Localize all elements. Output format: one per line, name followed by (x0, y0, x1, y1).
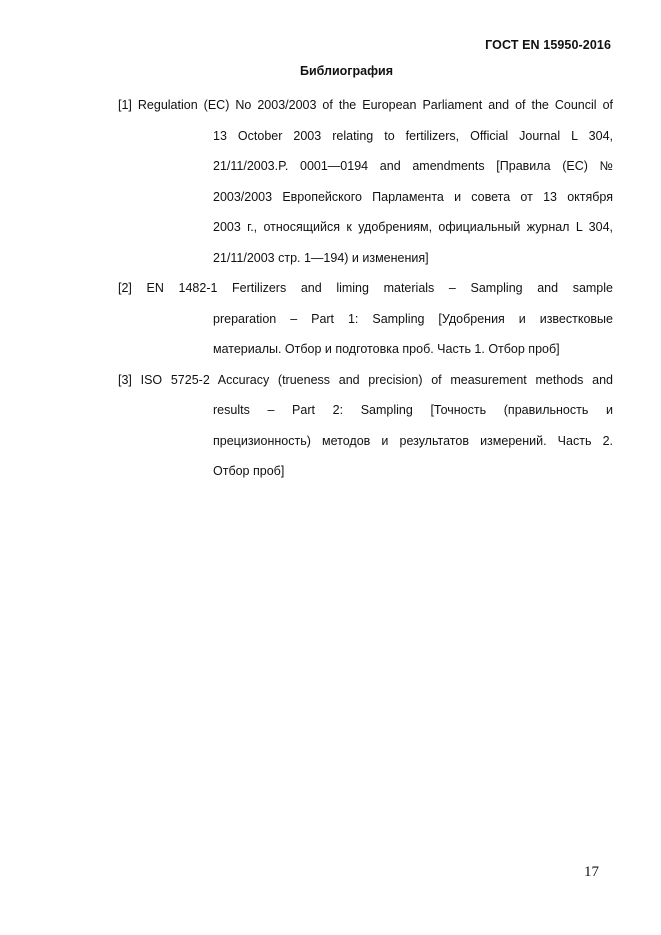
entry-line: Отбор проб] (213, 464, 285, 478)
document-code: ГОСТ EN 15950-2016 (485, 38, 611, 52)
entry-line: [2] EN 1482-1 Fertilizers and liming materials – Sampling and sample (118, 281, 613, 295)
entry-line: материалы. Отбор и подготовка проб. Часть 1. Отбор проб] (213, 342, 560, 356)
bibliography-entry-1 (118, 90, 613, 273)
bibliography-entry-2 (118, 273, 613, 365)
entry-line: [3] ISO 5725-2 Accuracy (trueness and precision) of measurement methods and (118, 372, 613, 387)
entry-line: [1] Regulation (EC) No 2003/2003 of the European Parliament and of the Council of (118, 98, 613, 112)
entry-line: 21/11/2003 стр. 1—194) и изменения] (213, 250, 429, 265)
entry-line: 21/11/2003.P. 0001—0194 and amendments [Правила (ЕС) № (213, 159, 613, 173)
bibliography-title: Библиография (299, 64, 394, 78)
bibliography-entry-3 (118, 365, 613, 487)
entry-line: results – Part 2: Sampling [Точность (правильность и (213, 403, 613, 417)
entry-line: preparation – Part 1: Sampling [Удобрения и известковые (213, 311, 613, 326)
entry-line: 13 October 2003 relating to fertilizers, Official Journal L 304, (213, 128, 613, 143)
entry-line: 2003/2003 Европейского Парламента и совета от 13 октября (213, 189, 613, 204)
bibliography-list (118, 90, 613, 487)
entry-line: 2003 г., относящийся к удобрениям, официальный журнал L 304, (213, 220, 613, 234)
page-number: 17 (584, 864, 599, 880)
entry-line: прецизионность) методов и результатов измерений. Часть 2. (213, 433, 613, 448)
